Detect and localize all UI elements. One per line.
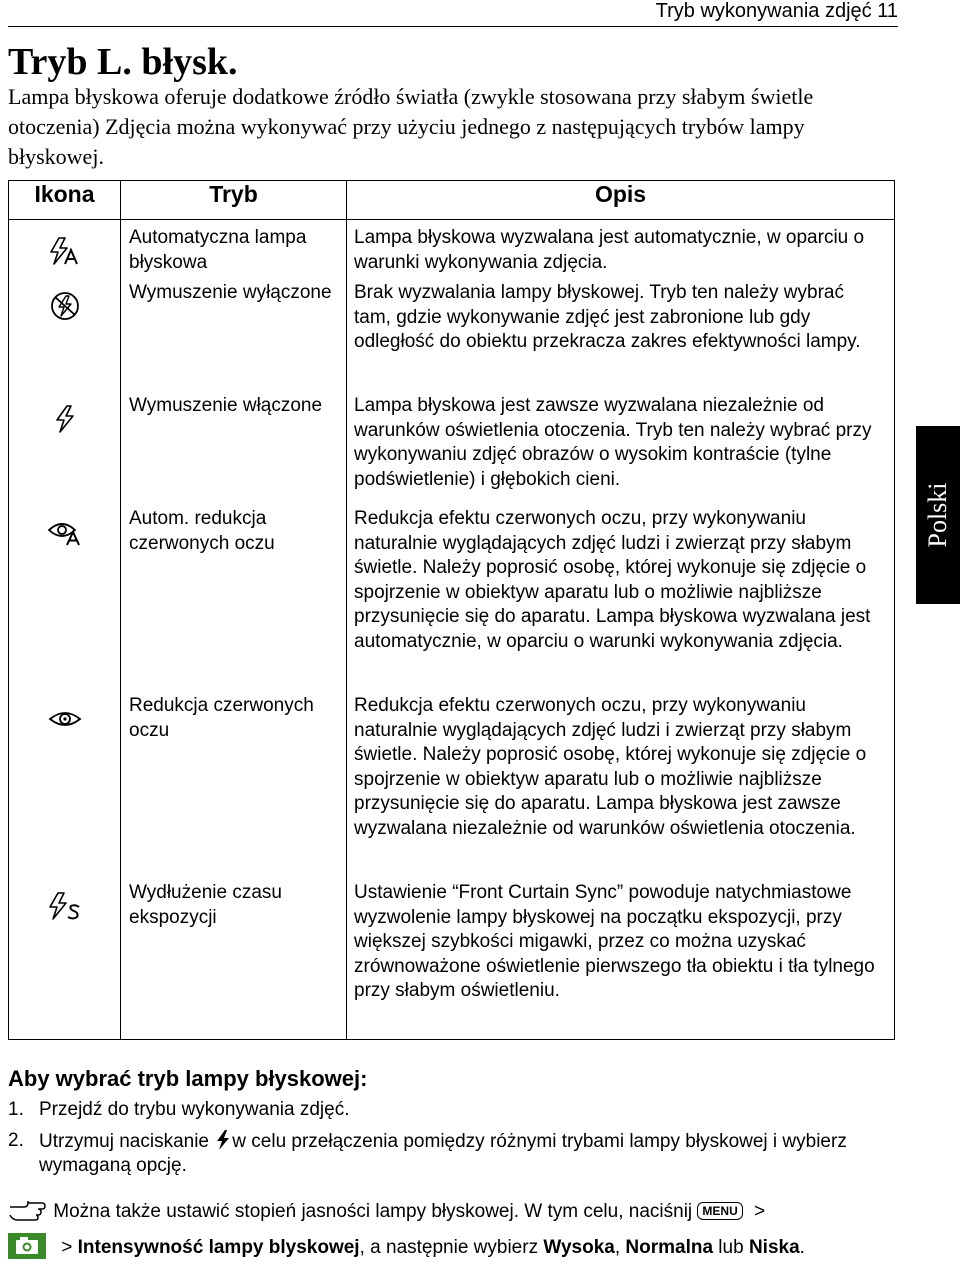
icon-cell	[9, 688, 121, 875]
red-eye-icon	[47, 704, 83, 734]
intro-paragraph: Lampa błyskowa oferuje dodatkowe źródło światła (zwykle stosowana przy słabym świetle otoczenia) Zdjęcia można wykonywać przy użyciu jednego z następujących trybów lampy błyskowej.	[8, 84, 814, 169]
menu-option-intensity: Intensywność lampy blyskowej	[77, 1237, 360, 1258]
icon-cell	[9, 388, 121, 501]
header-mode: Tryb	[121, 181, 347, 220]
note-mid: , a następnie wybierz	[359, 1237, 544, 1258]
step-number: 2.	[8, 1129, 24, 1151]
note-sep: ,	[614, 1237, 626, 1258]
menu-key-icon: MENU	[697, 1202, 742, 1220]
desc-cell: Redukcja efektu czerwonych oczu, przy wykonywaniu naturalnie wyglądających zdjęć ludzi i zwierząt przy słabym świetle. Należy poprosić osobę, której wykonuje się zdjęcie o spojrzenie w obiektyw aparatu lub o możliwie najbliższe przysunięcie się do aparatu. Lampa błyskowa jest zawsze wyzwalana niezależnie od warunków oświetlenia otoczenia.	[347, 688, 895, 875]
step-item	[8, 1129, 898, 1179]
icon-cell	[9, 220, 121, 276]
note-line-1	[8, 1198, 898, 1225]
note-gt-prefix: >	[61, 1237, 78, 1258]
camera-mode-icon	[8, 1233, 46, 1259]
note-gt: >	[754, 1201, 766, 1222]
step-text-after: w celu przełączenia pomiędzy różnymi trybami lampy błyskowej i wybierz wymaganą opcję.	[39, 1130, 847, 1176]
flash-off-icon	[48, 291, 82, 321]
mode-cell: Wymuszenie wyłączone	[121, 275, 347, 388]
howto-heading: Aby wybrać tryb lampy błyskowej:	[8, 1066, 368, 1091]
option-low: Niska	[748, 1237, 800, 1258]
language-label: Polski	[923, 482, 952, 548]
icon-cell	[9, 501, 121, 688]
step-item	[8, 1098, 898, 1123]
flash-on-icon	[51, 404, 79, 434]
steps-list	[8, 1098, 898, 1179]
running-header: Tryb wykonywania zdjęć 11	[655, 0, 898, 22]
desc-cell: Lampa błyskowa wyzwalana jest automatycznie, w oparciu o warunki wykonywania zdjęcia.	[347, 220, 895, 276]
table-row	[9, 388, 895, 501]
table-header-row	[9, 181, 895, 220]
flash-button-icon	[214, 1129, 232, 1151]
desc-cell: Brak wyzwalania lampy błyskowej. Tryb ten należy wybrać tam, gdzie wykonywanie zdjęć jest zabronione lub gdy odległość do obiektu przekracza zakres efektywności lampy.	[347, 275, 895, 388]
header-desc: Opis	[347, 181, 895, 220]
note-end: .	[799, 1237, 805, 1258]
note-line-2	[8, 1233, 898, 1261]
flash-auto-icon	[47, 236, 83, 266]
icon-cell	[9, 275, 121, 388]
step-text-before: Utrzymuj naciskanie	[39, 1130, 209, 1152]
desc-cell: Ustawienie “Front Curtain Sync” powoduje natychmiastowe wyzwolenie lampy błyskowej na początku ekspozycji, przy większej szybkości migawki, przez co można uzyskać zrównoważone oświetlenie pierwszego tła obiektu i tła tylnego przy słabym oświetleniu.	[347, 875, 895, 1039]
table-row	[9, 875, 895, 1039]
table-row	[9, 275, 895, 388]
note-text: Można także ustawić stopień jasności lampy błyskowej. W tym celu, naciśnij	[53, 1201, 693, 1222]
mode-cell: Automatyczna lampa błyskowa	[121, 220, 347, 276]
option-high: Wysoka	[543, 1237, 615, 1258]
note-or: lub	[713, 1237, 749, 1258]
header-icon: Ikona	[9, 181, 121, 220]
mode-cell: Autom. redukcja czerwonych oczu	[121, 501, 347, 688]
table-row	[9, 501, 895, 688]
mode-cell: Redukcja czerwonych oczu	[121, 688, 347, 875]
note-hand-icon	[8, 1198, 48, 1222]
red-eye-auto-icon	[47, 517, 83, 547]
step-number: 1.	[8, 1099, 24, 1120]
mode-cell: Wymuszenie włączone	[121, 388, 347, 501]
desc-cell: Lampa błyskowa jest zawsze wyzwalana niezależnie od warunków oświetlenia otoczenia. Tryb ten należy wybrać przy wykonywaniu zdjęć obrazów o wysokim kontraście (tylne podświetlenie) i głębokich cieni.	[347, 388, 895, 501]
mode-cell: Wydłużenie czasu ekspozycji	[121, 875, 347, 1039]
header-rule	[8, 26, 898, 27]
icon-cell	[9, 875, 121, 1039]
language-tab	[916, 426, 960, 604]
table-row	[9, 220, 895, 276]
table-row	[9, 688, 895, 875]
desc-cell: Redukcja efektu czerwonych oczu, przy wykonywaniu naturalnie wyglądających zdjęć ludzi i zwierząt przy słabym świetle. Należy poprosić osobę, której wykonuje się zdjęcie o spojrzenie w obiektyw aparatu lub o możliwie najbliższe przysunięcie się do aparatu. Lampa błyskowa wyzwalana jest automatycznie, w oparciu o warunki wykonywania zdjęcia.	[347, 501, 895, 688]
step-text: Przejdź do trybu wykonywania zdjęć.	[39, 1099, 350, 1120]
section-title: Tryb L. błysk.	[8, 41, 238, 83]
flash-modes-table	[8, 180, 895, 1040]
slow-sync-icon	[46, 891, 84, 921]
option-normal: Normalna	[625, 1237, 714, 1258]
